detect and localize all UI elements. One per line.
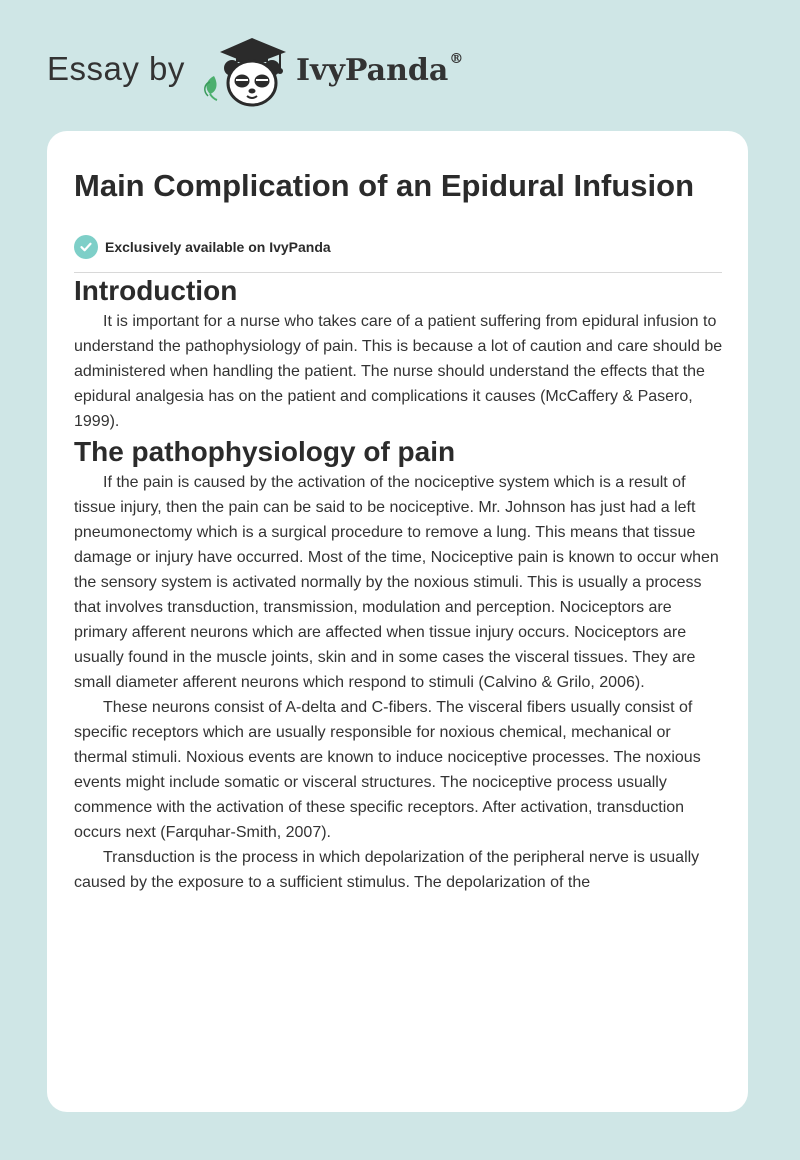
paragraph: It is important for a nurse who takes care of a patient suffering from epidural infusion to understand the pathophysiology of pain. This is because a lot of caution and care should be administered when handling the patient. The nurse should understand the effects that the epidural analgesia has on the patient and complications it causes (McCaffery & Pasero, 1999).: [74, 313, 723, 430]
essay-card: [47, 131, 748, 1112]
section-heading-pathophysiology: The pathophysiology of pain: [74, 436, 456, 467]
essay-by-label: Essay by: [47, 50, 185, 87]
paragraph: Transduction is the process in which depolarization of the peripheral nerve is usually caused by the exposure to a sufficient stimulus. The depolarization of the: [74, 849, 700, 891]
exclusive-badge: [74, 234, 724, 260]
paragraph: These neurons consist of A-delta and C-fibers. The visceral fibers usually consist of specific receptors which are usually responsible for noxious chemical, mechanical or thermal stimuli. Noxious events are known to induce nociceptive processes. The noxious events might include somatic or visceral structures. The nociceptive process usually commence with the activation of these specific receptors. After activation, transduction occurs next (Farquhar-Smith, 2007).: [74, 699, 701, 841]
panda-graduate-icon: [200, 36, 292, 108]
section-heading-introduction: Introduction: [74, 275, 238, 306]
exclusive-label: Exclusively available on IvyPanda: [105, 239, 331, 255]
check-circle-icon: [74, 235, 98, 259]
brand-label: IvyPanda: [296, 53, 449, 88]
page-title: Main Complication of an Epidural Infusion: [74, 168, 694, 203]
paragraph: If the pain is caused by the activation of the nociceptive system which is a result of tissue injury, then the pain can be said to be nociceptive. Mr. Johnson has just had a left pneumonectomy which is a surgical procedure to remove a lung. This means that tissue damage or injury have occurred. Most of the time, Nociceptive pain is known to occur when the sensory system is activated normally by the noxious stimuli. This is usually a process that involves transduction, transmission, modulation and perception. Nociceptors are primary afferent neurons which are affected when tissue injury occurs. Nociceptors are usually found in the muscle joints, skin and in some cases the visceral tissues. They are small diameter afferent neurons which respond to stimuli (Calvino & Grilo, 2006).: [74, 474, 719, 691]
brand-name[interactable]: [296, 53, 463, 88]
site-header: [0, 0, 800, 130]
registered-mark: ®: [449, 51, 464, 67]
essay-content: [74, 165, 724, 895]
